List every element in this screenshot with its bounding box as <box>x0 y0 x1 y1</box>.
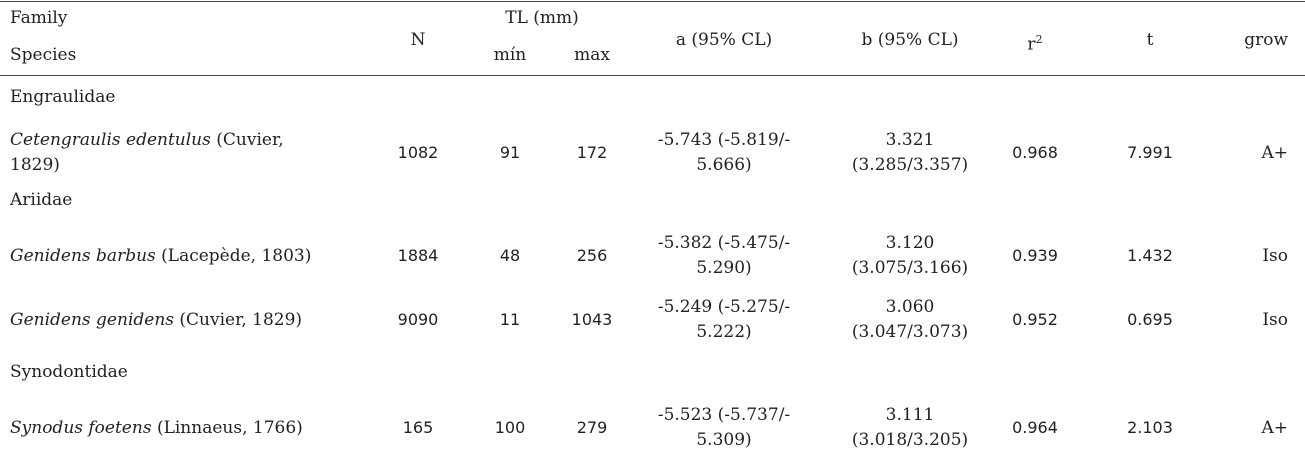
cell-b: 3.111 <box>885 405 935 425</box>
cell-max: 256 <box>576 246 608 265</box>
header-r2: $r^2$ <box>1027 33 1043 55</box>
cell-b: 3.321 <box>885 130 935 150</box>
cell-b-cont: (3.018/3.205) <box>851 430 969 450</box>
cell-a-cont: 5.666) <box>696 155 752 175</box>
cell-b: 3.120 <box>885 233 935 253</box>
header-min: mín <box>493 45 527 65</box>
cell-a-cont: 5.222) <box>696 322 752 342</box>
cell-n: 1884 <box>397 246 439 265</box>
cell-min: 11 <box>499 310 521 329</box>
species-author-cont: 1829) <box>10 155 60 175</box>
cell-r2: 0.952 <box>1012 310 1058 329</box>
family-label: Synodontidae <box>10 362 128 382</box>
header-grow: grow <box>1244 30 1288 50</box>
header-b: b (95% CL) <box>861 30 959 50</box>
header-a: a (95% CL) <box>675 30 773 50</box>
cell-max: 172 <box>576 143 608 162</box>
header-species: Species <box>10 45 77 65</box>
cell-grow: Iso <box>1262 246 1288 266</box>
cell-t: 2.103 <box>1127 418 1173 437</box>
cell-a: -5.743 (-5.819/- <box>657 130 791 150</box>
header-tl: TL (mm) <box>505 8 579 28</box>
cell-n: 165 <box>402 418 434 437</box>
cell-min: 100 <box>494 418 526 437</box>
species-name: Genidens genidens (Cuvier, 1829) <box>10 310 303 330</box>
cell-t: 1.432 <box>1127 246 1173 265</box>
header-n: N <box>410 30 426 50</box>
cell-a-cont: 5.309) <box>696 430 752 450</box>
cell-min: 48 <box>499 246 521 265</box>
cell-a: -5.382 (-5.475/- <box>657 233 791 253</box>
header-t: t <box>1146 30 1154 50</box>
family-label: Ariidae <box>10 190 73 210</box>
cell-a-cont: 5.290) <box>696 258 752 278</box>
cell-grow: A+ <box>1261 143 1288 163</box>
cell-r2: 0.968 <box>1012 143 1058 162</box>
cell-r2: 0.939 <box>1012 246 1058 265</box>
cell-a: -5.523 (-5.737/- <box>657 405 791 425</box>
cell-a: -5.249 (-5.275/- <box>657 297 791 317</box>
species-name: Cetengraulis edentulus (Cuvier, <box>10 130 284 150</box>
cell-t: 7.991 <box>1127 143 1173 162</box>
cell-t: 0.695 <box>1127 310 1173 329</box>
header-family: Family <box>10 8 68 28</box>
cell-b: 3.060 <box>885 297 935 317</box>
header-max: max <box>574 45 610 65</box>
species-name: Synodus foetens (Linnaeus, 1766) <box>10 418 303 438</box>
cell-max: 279 <box>576 418 608 437</box>
cell-min: 91 <box>499 143 521 162</box>
header-bottom-rule <box>0 75 1305 76</box>
table-top-rule <box>0 1 1305 2</box>
family-label: Engraulidae <box>10 87 116 107</box>
cell-n: 1082 <box>397 143 439 162</box>
cell-max: 1043 <box>571 310 613 329</box>
cell-n: 9090 <box>397 310 439 329</box>
species-name: Genidens barbus (Lacepède, 1803) <box>10 246 312 266</box>
cell-b-cont: (3.047/3.073) <box>851 322 969 342</box>
cell-b-cont: (3.285/3.357) <box>851 155 969 175</box>
cell-r2: 0.964 <box>1012 418 1058 437</box>
cell-grow: Iso <box>1262 310 1288 330</box>
cell-grow: A+ <box>1261 418 1288 438</box>
cell-b-cont: (3.075/3.166) <box>851 258 969 278</box>
